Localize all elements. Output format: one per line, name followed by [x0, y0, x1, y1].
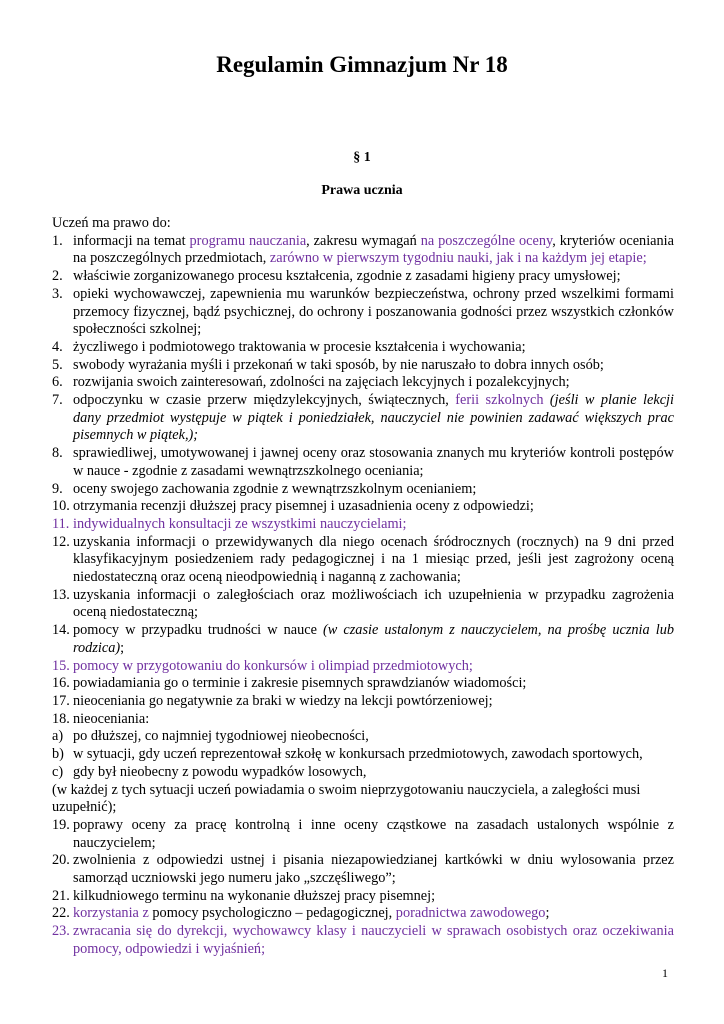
section-number: § 1: [353, 150, 371, 165]
list-item-text: powiadamiania go o terminie i zakresie pisemnych sprawdzianów wiadomości;: [73, 675, 527, 692]
list-item-number: 8.: [52, 445, 63, 462]
page-title: Regulamin Gimnazjum Nr 18: [216, 52, 508, 77]
list-item-number: 15.: [52, 657, 70, 674]
list-item-number: 22.: [52, 905, 70, 922]
list-item-text: w sytuacji, gdy uczeń reprezentował szkołę w konkursach przedmiotowych, zawodach sportowych,: [73, 746, 643, 763]
list-item-number: c): [52, 763, 64, 780]
list-item-text: po dłuższej, co najmniej tygodniowej nieobecności,: [73, 728, 369, 745]
list-item-number: 10.: [52, 498, 70, 515]
list-item-text: zwolnienia z odpowiedzi ustnej i pisania niezapowiedzianej kartkówki w dniu wylosowania przez samorząd uczniowski jego numeru jako „szczęśliwego”;: [73, 852, 674, 887]
list-item: [52, 675, 674, 693]
list-item-number: 21.: [52, 887, 70, 904]
list-item-text: poradnictwa zawodowego: [395, 905, 546, 922]
list-item-text: nieoceniania:: [73, 710, 150, 727]
list-item-text: kilkudniowego terminu na wykonanie dłuższej pracy pisemnej;: [73, 887, 436, 904]
list-item: [52, 622, 674, 657]
list-item-text: sprawiedliwej, umotywowanej i jawnej oceny oraz stosowania znanych mu kryteriów kontroli postępów w nauce - zgodnie z zasadami wewnątrzszkolnego oceniania;: [73, 445, 674, 479]
list-item-text: nieoceniania go negatywnie za braki w wiedzy na lekcji powtórzeniowej;: [73, 692, 493, 709]
list-item-number: 2.: [52, 268, 63, 285]
list-item-number: 14.: [52, 622, 70, 639]
list-item-number: 12.: [52, 533, 70, 550]
list-item-text: informacji na temat: [73, 232, 190, 249]
list-item-text: swobody wyrażania myśli i przekonań w taki sposób, by nie naruszało to dobra innych osób;: [73, 356, 604, 373]
list-item: [52, 711, 674, 729]
rights-list: [52, 233, 674, 959]
list-item: [52, 658, 674, 676]
list-item-text: gdy był nieobecny z powodu wypadków losowych,: [73, 763, 367, 780]
list-item-number: 13.: [52, 586, 70, 603]
list-item-text: , zakresu wymagań: [306, 232, 421, 249]
list-item-text: , kryteriów oceniania na poszczególnych przedmiotach,: [73, 232, 674, 267]
list-item: [52, 852, 674, 887]
list-item: [52, 728, 674, 746]
list-item-number: 23.: [52, 923, 70, 940]
list-item: [52, 817, 674, 852]
list-item-text: zarówno w pierwszym tygodniu nauki, jak i na każdym jej etapie;: [269, 250, 647, 267]
list-item-text: indywidualnych konsultacji ze wszystkimi nauczycielami;: [73, 515, 407, 532]
section-title: Prawa ucznia: [321, 183, 403, 198]
list-item: [52, 923, 674, 958]
list-item-number: 7.: [52, 392, 63, 409]
page-number: 1: [662, 966, 668, 980]
list-item-number: a): [52, 728, 64, 745]
list-note: (w każdej z tych sytuacji uczeń powiadamia o swoim nieprzygotowaniu nauczyciela, a zaległości musi uzupełnić);: [52, 781, 641, 816]
list-item-number: 4.: [52, 338, 63, 355]
list-item: [52, 233, 674, 268]
list-item: [52, 268, 674, 286]
list-item-number: 1.: [52, 232, 63, 249]
list-item-text: otrzymania recenzji dłuższej pracy pisemnej i uzasadnienia oceny z odpowiedzi;: [73, 498, 534, 515]
list-item-text: właściwie zorganizowanego procesu kształcenia, zgodnie z zasadami higieny pracy umysłowej;: [73, 268, 621, 285]
rights-list-body: [52, 215, 674, 959]
list-item-text: zwracania się do dyrekcji, wychowawcy klasy i nauczycieli w sprawach osobistych oraz oczekiwania pomocy, odpowiedzi i wyjaśnień;: [73, 923, 674, 957]
list-item: [52, 534, 674, 587]
list-item-text: (jeśli w planie lekcji dany przedmiot występuje w piątek i poniedziałek, nauczyciel nie powinien zadawać większych prac pisemnych w piątek,);: [73, 392, 674, 444]
list-item: [52, 481, 674, 499]
list-item-text: programu nauczania: [189, 232, 307, 249]
list-item-number: 16.: [52, 675, 70, 692]
list-item-number: b): [52, 746, 64, 763]
list-item-text: ;: [545, 905, 550, 922]
list-item-text: korzystania z: [73, 905, 153, 922]
list-item-text: uzyskania informacji o przewidywanych dla niego ocenach śródrocznych (rocznych) na 9 dni przed klasyfikacyjnym posiedzeniem rady pedagogicznej i na 1 miesiąc przed, jeśli jest zagrożony oceną niedostateczną oraz oceną nieodpowiednią i naganną z zachowania;: [73, 533, 674, 586]
list-item-number: 17.: [52, 692, 70, 709]
list-item-text: życzliwego i podmiotowego traktowania w procesie kształcenia i wychowania;: [73, 338, 526, 355]
list-item: [52, 693, 674, 711]
list-intro: Uczeń ma prawo do:: [52, 215, 171, 231]
list-item-text: ferii szkolnych: [455, 392, 544, 409]
list-item-text: oceny swojego zachowania zgodnie z wewnątrzszkolnym ocenianiem;: [73, 480, 477, 497]
list-item: [52, 286, 674, 339]
list-item-text: (w czasie ustalonym z nauczycielem, na prośbę ucznia lub rodzica): [73, 622, 674, 656]
list-item-text: pomocy w przypadku trudności w nauce: [73, 622, 324, 639]
list-item-number: 3.: [52, 285, 63, 302]
list-item-number: 9.: [52, 480, 63, 497]
list-item-text: opieki wychowawczej, zapewnienia mu warunków bezpieczeństwa, ochrony przed wszelkimi formami przemocy fizycznej, bądź psychicznej, do ochrony i poszanowania godności przez wszystkich członków społeczności szkolnej;: [73, 285, 674, 338]
list-item-text: pomocy w przygotowaniu do konkursów i olimpiad przedmiotowych;: [73, 657, 473, 674]
list-item: [52, 357, 674, 375]
list-item: [52, 587, 674, 622]
list-item: [52, 746, 674, 764]
list-item-number: 19.: [52, 816, 70, 833]
list-item: [52, 498, 674, 516]
list-item-number: 6.: [52, 374, 63, 391]
list-item-text: na poszczególne oceny: [420, 232, 553, 249]
list-item: [52, 445, 674, 480]
list-item: [52, 339, 674, 357]
list-item: [52, 764, 674, 782]
list-item: [52, 905, 674, 923]
list-item-number: 18.: [52, 710, 70, 727]
list-item: [52, 374, 674, 392]
list-item-text: odpoczynku w czasie przerw międzylekcyjnych, świątecznych,: [73, 392, 456, 409]
list-item-number: 11.: [52, 515, 70, 532]
list-item: [52, 392, 674, 445]
list-item-text: uzyskania informacji o zaległościach oraz możliwościach ich uzupełnienia w przypadku zagrożenia oceną niedostateczną;: [73, 586, 674, 621]
list-item-text: poprawy oceny za pracę kontrolną i inne oceny cząstkowe na zasadach ustalonych wspólnie z nauczycielem;: [73, 816, 674, 851]
list-item-text: ;: [120, 639, 125, 656]
list-item-text: rozwijania swoich zainteresowań, zdolności na zajęciach lekcyjnych i pozalekcyjnych;: [73, 374, 570, 391]
list-item-number: 5.: [52, 356, 63, 373]
list-item-number: 20.: [52, 852, 70, 869]
list-item: [52, 516, 674, 534]
list-item: [52, 888, 674, 906]
list-item-text: pomocy psychologiczno – pedagogicznej,: [152, 905, 396, 922]
